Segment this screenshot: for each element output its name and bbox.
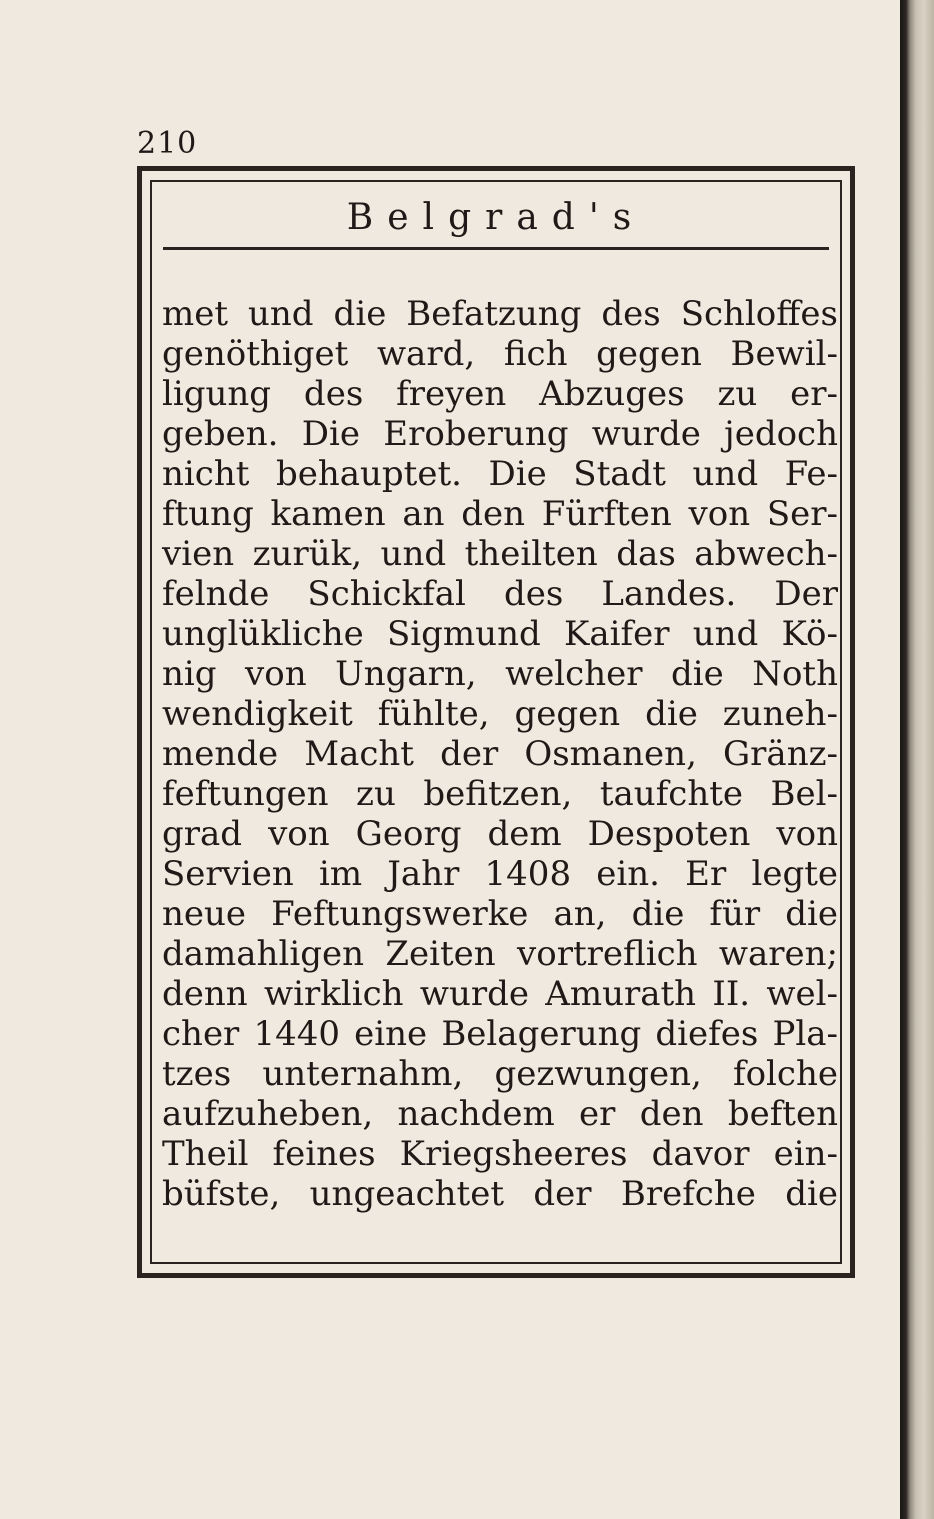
text-line: ligung des freyen Abzuges zu er-: [162, 374, 838, 414]
text-line: met und die Befatzung des Schloffes: [162, 294, 838, 334]
text-line: feftungen zu befitzen, taufchte Bel-: [162, 774, 838, 814]
text-line: geben. Die Eroberung wurde jedoch: [162, 414, 838, 454]
text-line: denn wirklich wurde Amurath II. wel-: [162, 974, 838, 1014]
text-line: mende Macht der Osmanen, Gränz-: [162, 734, 838, 774]
text-line: unglükliche Sigmund Kaifer und Kö-: [162, 614, 838, 654]
text-line: Servien im Jahr 1408 ein. Er legte: [162, 854, 838, 894]
next-page-edge: [900, 0, 934, 1519]
running-heading: Belgrad's: [346, 197, 646, 238]
text-line: tzes unternahm, gezwungen, folche: [162, 1054, 838, 1094]
text-line: ftung kamen an den Fürften von Ser-: [162, 494, 838, 534]
text-line: damahligen Zeiten vortreflich waren;: [162, 934, 838, 974]
text-line: büfste, ungeachtet der Brefche die: [162, 1174, 838, 1214]
text-line: aufzuheben, nachdem er den beften: [162, 1094, 838, 1134]
text-line: vien zurük, und theilten das abwech-: [162, 534, 838, 574]
text-line: felnde Schickfal des Landes. Der: [162, 574, 838, 614]
text-line: nicht behauptet. Die Stadt und Fe-: [162, 454, 838, 494]
text-line: cher 1440 eine Belagerung diefes Pla-: [162, 1014, 838, 1054]
body-text: [162, 294, 838, 1244]
text-line: nig von Ungarn, welcher die Noth: [162, 654, 838, 694]
heading-rule: [163, 247, 829, 250]
text-line: genöthiget ward, fich gegen Bewil-: [162, 334, 838, 374]
text-line: grad von Georg dem Despoten von: [162, 814, 838, 854]
text-line: neue Feftungswerke an, die für die: [162, 894, 838, 934]
page-number: 210: [137, 126, 198, 161]
text-line: wendigkeit fühlte, gegen die zuneh-: [162, 694, 838, 734]
text-line: Theil feines Kriegsheeres davor ein-: [162, 1134, 838, 1174]
